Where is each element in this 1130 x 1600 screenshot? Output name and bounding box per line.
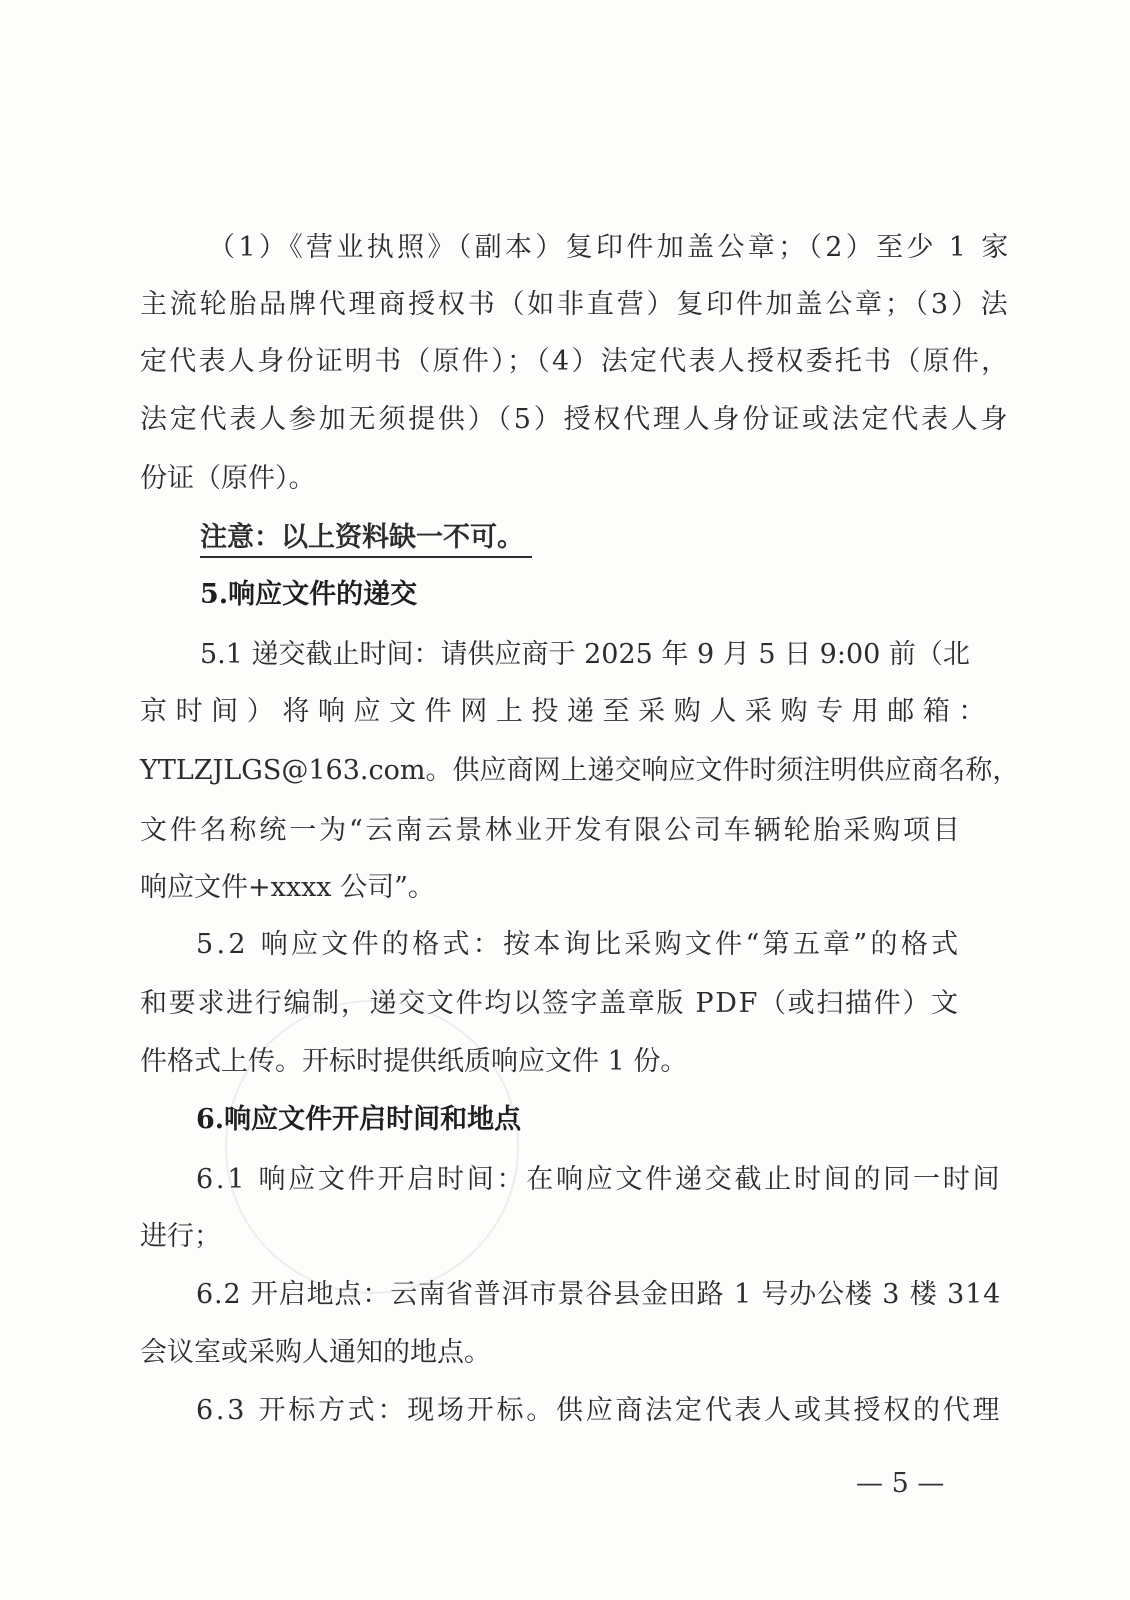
page-number: — 5 —: [856, 1468, 945, 1499]
clause-5-2-line-2: 和要求进行编制，递交文件均以签字盖章版 PDF（或扫描件）文: [140, 988, 960, 1019]
clause-6-1-line-2: 进行；: [140, 1221, 221, 1252]
clause-6-3-line-1: 6.3 开标方式：现场开标。供应商法定代表人或其授权的代理: [196, 1395, 1003, 1426]
requirement-line-2: 主流轮胎品牌代理商授权书（如非直营）复印件加盖公章；（3）法: [140, 289, 1011, 320]
clause-5-1-line-5: 响应文件+xxxx 公司”。: [140, 872, 435, 903]
clause-5-2-line-1: 5.2 响应文件的格式：按本询比采购文件“第五章”的格式: [196, 929, 962, 960]
clause-5-2-line-3: 件格式上传。开标时提供纸质响应文件 1 份。: [140, 1046, 688, 1077]
clause-6-2-line-1: 6.2 开启地点：云南省普洱市景谷县金田路 1 号办公楼 3 楼 314: [196, 1279, 1002, 1310]
clause-5-1-line-3: YTLZJLGS@163.com。供应商网上递交响应文件时须注明供应商名称，: [140, 755, 1020, 786]
requirement-line-3: 定代表人身份证明书（原件）；（4）法定代表人授权委托书（原件，: [140, 346, 1011, 377]
clause-5-1-line-4: 文件名称统一为“云南云景林业开发有限公司车辆轮胎采购项目: [140, 815, 963, 846]
note-line: 注意：以上资料缺一不可。: [200, 522, 524, 553]
clause-5-1-line-2: 京 时 间 ） 将 响 应 文 件 网 上 投 递 至 采 购 人 采 购 专 用 邮 箱 ：: [140, 696, 986, 727]
section-5-heading: 5.响应文件的递交: [200, 579, 418, 610]
section-6-heading: 6.响应文件开启时间和地点: [196, 1104, 522, 1135]
clause-6-1-line-1: 6.1 响应文件开启时间：在响应文件递交截止时间的同一时间: [196, 1164, 1003, 1195]
note-underline: [200, 556, 532, 558]
requirement-line-4: 法定代表人参加无须提供）（5）授权代理人身份证或法定代表人身: [140, 404, 1011, 435]
requirement-line-5: 份证（原件）。: [140, 463, 316, 494]
clause-5-1-line-1: 5.1 递交截止时间：请供应商于 2025 年 9 月 5 日 9:00 前（北: [200, 639, 970, 670]
clause-6-2-line-2: 会议室或采购人通知的地点。: [140, 1337, 491, 1368]
requirement-line-1: （1）《营业执照》（副本）复印件加盖公章；（2）至少 1 家: [208, 232, 1012, 263]
